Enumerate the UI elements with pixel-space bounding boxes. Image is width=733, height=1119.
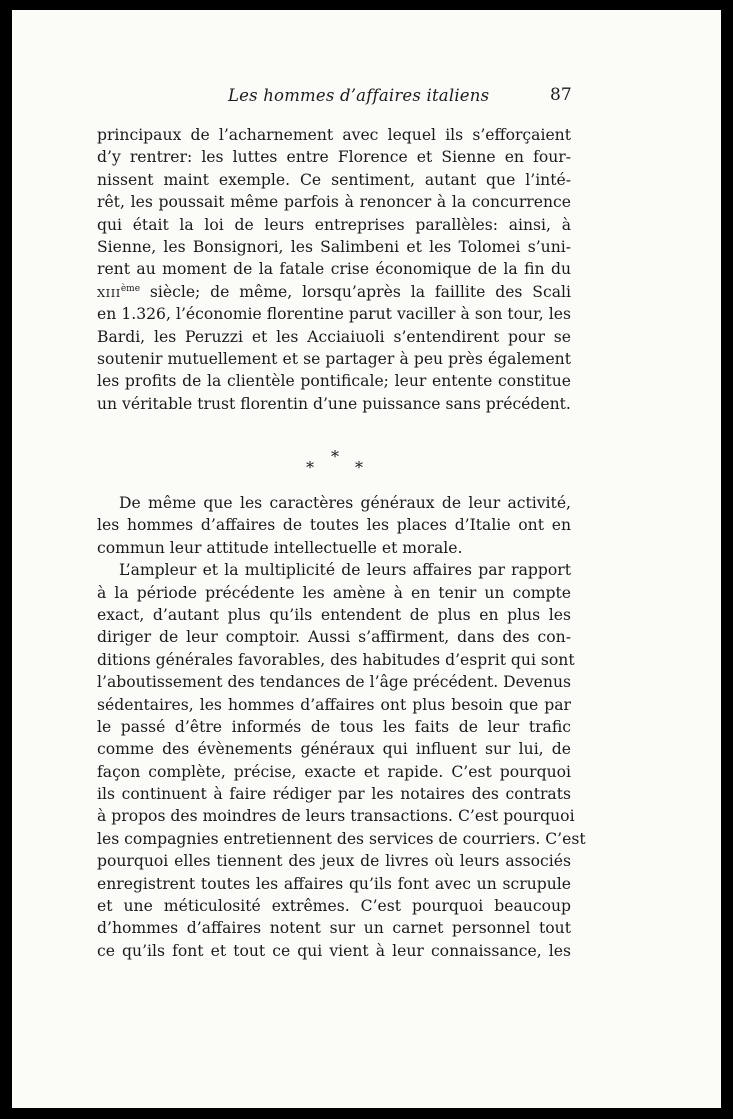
asterism-star: * [331,447,339,466]
asterism-star: * [306,458,314,477]
text-line: l’aboutissement des tendances de l’âge précédent. Devenus [97,673,571,692]
text-line: comme des évènements généraux qui influent sur lui, de [97,740,571,759]
text-line: exact, d’autant plus qu’ils entendent de plus en plus les [97,605,571,624]
text-line: Bardi, les Peruzzi et les Acciaiuoli s’entendirent pour se [97,327,571,346]
century-suffix: ème [120,283,141,294]
text-line: enregistrent toutes les affaires qu’ils font avec un scrupule [97,874,571,893]
text-line-remainder: siècle; de même, lorsqu’après la faillite des Scali [149,282,571,301]
text-line: les compagnies entretiennent des services de courriers. C’est [97,829,586,848]
text-line: rent au moment de la fatale crise économique de la fin du [97,260,571,279]
text-line: à la période précédente les amène à en tenir un compte [97,583,571,602]
text-line: d’y rentrer: les luttes entre Florence et Sienne en four- [97,148,571,167]
text-line: ils continuent à faire rédiger par les notaires des contrats [97,785,571,804]
asterism-star: * [355,458,363,477]
text-line: façon complète, précise, exacte et rapide. C’est pourquoi [97,762,571,781]
text-line: le passé d’être informés de tous les faits de leur trafic [97,717,571,736]
text-line: les profits de la clientèle pontificale; leur entente constitue [97,372,571,391]
text-line: L’ampleur et la multiplicité de leurs affaires par rapport [119,561,571,580]
text-line: d’hommes d’affaires notent sur un carnet personnel tout [97,919,571,938]
text-line: nissent maint exemple. Ce sentiment, autant que l’inté- [97,170,571,189]
text-line: et une méticulosité extrêmes. C’est pourquoi beaucoup [97,897,571,916]
text-line: principaux de l’acharnement avec lequel ils s’efforçaient [97,126,571,144]
text-line-century [97,281,571,303]
text-line: rêt, les poussait même parfois à renoncer à la concurrence [97,193,571,212]
text-line: pourquoi elles tiennent des jeux de livres où leurs associés [97,852,571,871]
text-line: Sienne, les Bonsignori, les Salimbeni et les Tolomei s’uni- [97,237,571,256]
page-number: 87 [550,85,572,105]
paragraph-two [97,492,586,962]
text-line: soutenir mutuellement et se partager à peu près également [97,349,571,368]
text-line: De même que les caractères généraux de leur activité, [119,494,571,512]
text-line: un véritable trust florentin d’une puissance sans précédent. [97,394,571,413]
century-numeral: XIII [97,285,121,300]
text-line: les hommes d’affaires de toutes les places d’Italie ont en [97,516,571,535]
book-page [12,10,721,1108]
text-line: en 1.326, l’économie florentine parut vaciller à son tour, les [97,305,571,324]
text-line: qui était la loi de leurs entreprises parallèles: ainsi, à [97,215,571,234]
text-line: sédentaires, les hommes d’affaires ont plus besoin que par [97,695,571,714]
text-line: commun leur attitude intellectuelle et morale. [97,538,463,557]
page-header [12,86,721,116]
text-line: ce qu’ils font et tout ce qui vient à leur connaissance, les [97,941,571,960]
text-line: à propos des moindres de leurs transactions. C’est pourquoi [97,807,575,826]
running-title: Les hommes d’affaires italiens [228,86,490,105]
text-line: ditions générales favorables, des habitudes d’esprit qui sont [97,650,575,669]
paragraph-one [97,124,571,415]
text-line: diriger de leur comptoir. Aussi s’affirment, dans des con- [97,628,571,647]
section-separator [12,447,721,487]
